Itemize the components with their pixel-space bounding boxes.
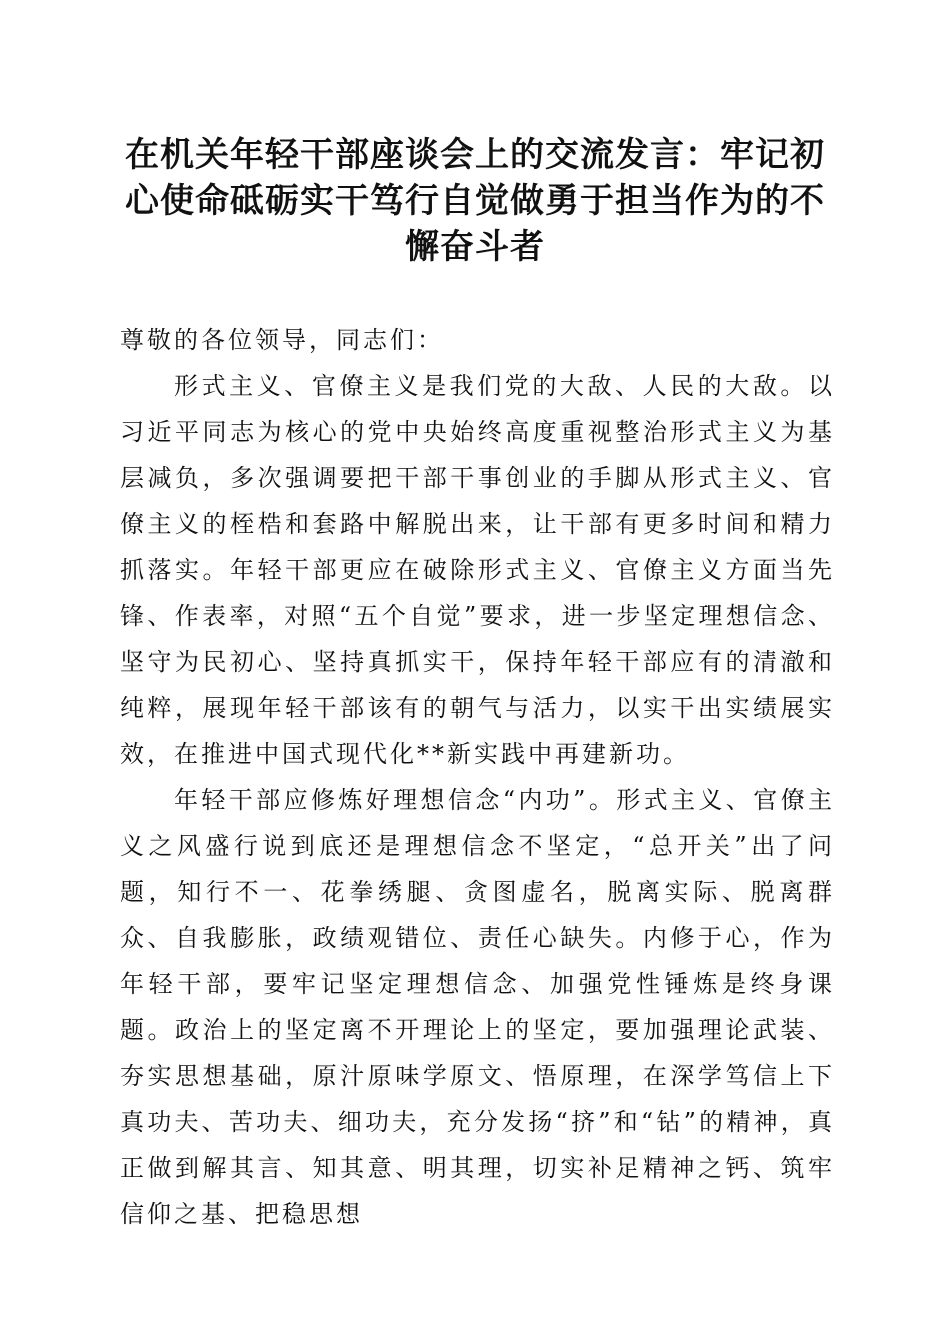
document-title: 在机关年轻干部座谈会上的交流发言：牢记初心使命砥砺实干笃行自觉做勇于担当作为的不懈奋斗者 — [125, 135, 825, 267]
document-body — [120, 317, 835, 1237]
body-paragraph-2: 年轻干部应修炼好理想信念“内功”。形式主义、官僚主义之风盛行说到底还是理想信念不坚定，“总开关”出了问题，知行不一、花拳绣腿、贪图虚名，脱离实际、脱离群众、自我膨胀，政绩观错位、责任心缺失。内修于心，作为年轻干部，要牢记坚定理想信念、加强党性锤炼是终身课题。政治上的坚定离不开理论上的坚定，要加强理论武装、夯实思想基础，原汁原味学原文、悟原理，在深学笃信上下真功夫、苦功夫、细功夫，充分发扬“挤”和“钻”的精神，真正做到解其言、知其意、明其理，切实补足精神之钙、筑牢信仰之基、把稳思想 — [120, 786, 835, 1228]
salutation: 尊敬的各位领导，同志们： — [120, 326, 444, 354]
body-paragraph-1: 形式主义、官僚主义是我们党的大敌、人民的大敌。以习近平同志为核心的党中央始终高度重视整治形式主义为基层减负，多次强调要把干部干事创业的手脚从形式主义、官僚主义的桎梏和套路中解脱出来，让干部有更多时间和精力抓落实。年轻干部更应在破除形式主义、官僚主义方面当先锋、作表率，对照“五个自觉”要求，进一步坚定理想信念、坚守为民初心、坚持真抓实干，保持年轻干部应有的清澈和纯粹，展现年轻干部该有的朝气与活力，以实干出实绩展实效，在推进中国式现代化**新实践中再建新功。 — [120, 372, 835, 768]
